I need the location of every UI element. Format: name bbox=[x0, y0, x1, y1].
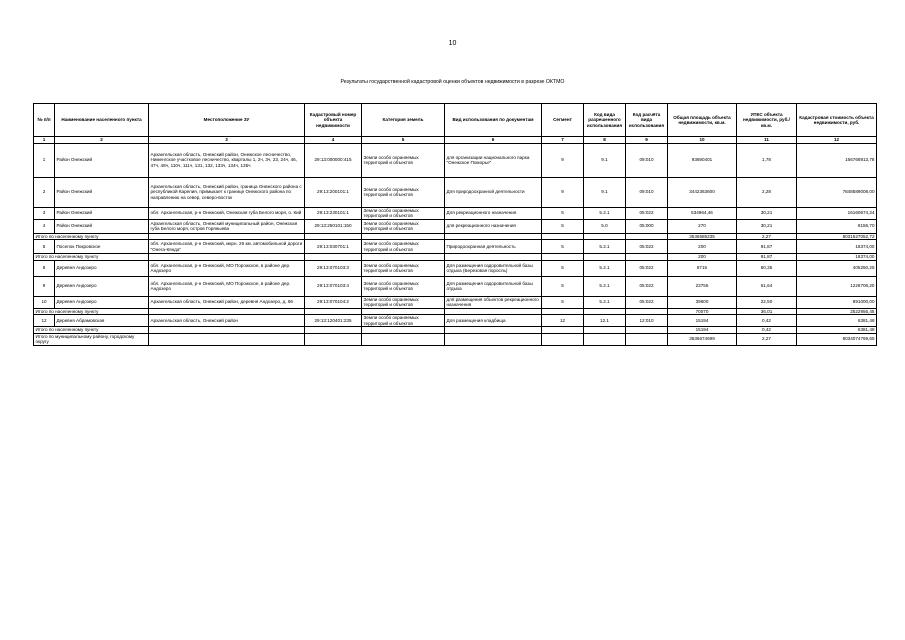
permitted-use-code: 5.2.1 bbox=[584, 260, 626, 276]
usage-type: Для размещения кладбища bbox=[445, 315, 542, 327]
calc-use-code: 09:010 bbox=[626, 143, 668, 177]
total-upks: 91,87 bbox=[737, 254, 797, 261]
usage-type: Для размещения оздоровительной базы отдыха (Березовая поросль) bbox=[445, 260, 542, 276]
land-category: Земли особо охраняемых территорий и объектов bbox=[362, 296, 445, 308]
cadastral-value: 7848589008,00 bbox=[797, 177, 877, 207]
land-category: Земли особо охраняемых территорий и объектов bbox=[362, 207, 445, 219]
column-header: Код вида разрешенного использования bbox=[584, 104, 626, 137]
land-category: Земли особо охраняемых территорий и объектов bbox=[362, 177, 445, 207]
table-row bbox=[34, 143, 877, 177]
column-header: УПКС объекта недвижимости, руб./кв.м. bbox=[737, 104, 797, 137]
segment: 5 bbox=[542, 296, 584, 308]
table-row bbox=[34, 296, 877, 308]
column-number: 7 bbox=[542, 137, 584, 144]
row-number: 8 bbox=[34, 260, 55, 276]
total-label: Итого по населенному пункту bbox=[34, 233, 149, 240]
column-header: Код расчёта вида использования bbox=[626, 104, 668, 137]
total-upks: 2,27 bbox=[737, 333, 797, 345]
segment: 5 bbox=[542, 219, 584, 233]
land-location: Архангельская область, Онежский муниципальный район, Онежская губа Белого моря, остров Горяныева bbox=[149, 219, 305, 233]
row-number: 12 bbox=[34, 315, 55, 327]
total-upks: 36,01 bbox=[737, 308, 797, 315]
row-number: 9 bbox=[34, 276, 55, 296]
land-location: Архангельская область, Онежский район bbox=[149, 315, 305, 327]
page-number: 10 bbox=[448, 40, 457, 47]
column-number: 11 bbox=[737, 137, 797, 144]
usage-type: Для размещения оздоровительной базы отдыха bbox=[445, 276, 542, 296]
usage-type: Для рекреационного назначения bbox=[445, 207, 542, 219]
column-header: Кадастровая стоимость объекта недвижимости, руб. bbox=[797, 104, 877, 137]
calc-use-code: 05:000 bbox=[626, 219, 668, 233]
permitted-use-code: 9.1 bbox=[584, 143, 626, 177]
table-row bbox=[34, 315, 877, 327]
calc-use-code: 12:010 bbox=[626, 315, 668, 327]
column-number: 9 bbox=[626, 137, 668, 144]
usage-type: для размещения объектов рекреационного назначения bbox=[445, 296, 542, 308]
land-category: Земли особо охраняемых территорий и объектов bbox=[362, 143, 445, 177]
total-value: 8034074769,65 bbox=[797, 333, 877, 345]
table-row bbox=[34, 177, 877, 207]
column-number: 4 bbox=[305, 137, 362, 144]
settlement-name: Деревня Абрамовская bbox=[55, 315, 149, 327]
settlement-name: Район Онежский bbox=[55, 207, 149, 219]
cadastral-number: 29:13:230101:1 bbox=[305, 207, 362, 219]
cadastral-value: 6381,48 bbox=[797, 315, 877, 327]
column-number: 5 bbox=[362, 137, 445, 144]
land-category: Земли особо охраняемых территорий и объектов bbox=[362, 260, 445, 276]
settlement-name: Деревня Андозеро bbox=[55, 276, 149, 296]
land-location: обл. Архангельская, р-н Онежский, мкрн. 26 км. автомобильной дороги "Онега-Кянда" bbox=[149, 240, 305, 254]
land-category: Земли особо охраняемых территорий и объектов bbox=[362, 240, 445, 254]
total-area: 534964,46 bbox=[668, 207, 737, 219]
calc-use-code: 09:010 bbox=[626, 177, 668, 207]
column-header: Сегмент bbox=[542, 104, 584, 137]
cadastral-value: 8156,70 bbox=[797, 219, 877, 233]
column-header: Категория земель bbox=[362, 104, 445, 137]
column-header: Вид использования по документам bbox=[445, 104, 542, 137]
segment: 5 bbox=[542, 207, 584, 219]
usage-type: Для природоохранной деятельности bbox=[445, 177, 542, 207]
usage-type: Природоохранная деятельность bbox=[445, 240, 542, 254]
upks-value: 22,50 bbox=[737, 296, 797, 308]
calc-use-code: 05:022 bbox=[626, 260, 668, 276]
total-label: Итого по населенному пункту bbox=[34, 327, 149, 334]
settlement-name: Деревня Андозеро bbox=[55, 296, 149, 308]
table-row bbox=[34, 260, 877, 276]
permitted-use-code: 9.1 bbox=[584, 177, 626, 207]
permitted-use-code: 12.1 bbox=[584, 315, 626, 327]
upks-value: 30,21 bbox=[737, 207, 797, 219]
table-body bbox=[34, 143, 877, 345]
empty-cell bbox=[149, 333, 305, 345]
total-value: 8031527052,72 bbox=[797, 233, 877, 240]
column-number: 8 bbox=[584, 137, 626, 144]
segment: 5 bbox=[542, 240, 584, 254]
empty-cell bbox=[362, 333, 445, 345]
total-area: 3536589235 bbox=[668, 233, 737, 240]
upks-value: 2,28 bbox=[737, 177, 797, 207]
total-area: 15194 bbox=[668, 315, 737, 327]
column-number: 10 bbox=[668, 137, 737, 144]
permitted-use-code: 5.2.1 bbox=[584, 207, 626, 219]
land-location: Архангельская область, Онежский район, Онежское лесничество, Нименгское участковое лесничество, кварталы 1, 2ч, 3ч, 23, 24ч, 46, 47ч, 48ч, 110ч, 111ч, 131, 132, 133ч, 134ч, 135ч bbox=[149, 143, 305, 177]
document-title: Результаты государственной кадастровой оценки объектов недвижимости в разрезе ОКТМО bbox=[340, 79, 565, 85]
empty-cell bbox=[584, 333, 626, 345]
calc-use-code: 05:022 bbox=[626, 240, 668, 254]
total-row bbox=[34, 333, 877, 345]
calc-use-code: 05:022 bbox=[626, 296, 668, 308]
row-number: 4 bbox=[34, 219, 55, 233]
cadastral-number: 29:13:000000:415 bbox=[305, 143, 362, 177]
total-upks: 0,42 bbox=[737, 327, 797, 334]
column-number: 6 bbox=[445, 137, 542, 144]
land-location: обл. Архангельская, р-н Онежский, МО Порожское, в районе дер. Андозеро bbox=[149, 276, 305, 296]
total-area: 3442363600 bbox=[668, 177, 737, 207]
table-row bbox=[34, 207, 877, 219]
column-header: № п/п bbox=[34, 104, 55, 137]
total-value: 6381,48 bbox=[797, 327, 877, 334]
column-header: Кадастровый номер объекта недвижимости bbox=[305, 104, 362, 137]
settlement-name: Деревня Андозеро bbox=[55, 260, 149, 276]
total-value: 18374,00 bbox=[797, 254, 877, 261]
row-number: 3 bbox=[34, 207, 55, 219]
valuation-table bbox=[33, 103, 877, 346]
column-header: Общая площадь объекта недвижимости, кв.м. bbox=[668, 104, 737, 137]
cadastral-number: 29:13:070103:3 bbox=[305, 260, 362, 276]
segment: 12 bbox=[542, 315, 584, 327]
cadastral-number: 29:13:250101:150 bbox=[305, 219, 362, 233]
total-area: 200 bbox=[668, 254, 737, 261]
settlement-name: Район Онежский bbox=[55, 219, 149, 233]
settlement-name: Район Онежский bbox=[55, 143, 149, 177]
cadastral-value: 405250,25 bbox=[797, 260, 877, 276]
upks-value: 0,42 bbox=[737, 315, 797, 327]
header-row bbox=[34, 104, 877, 137]
total-label: Итого по населенному пункту bbox=[34, 254, 149, 261]
upks-value: 30,21 bbox=[737, 219, 797, 233]
column-number: 2 bbox=[55, 137, 149, 144]
cadastral-value: 166768913,78 bbox=[797, 143, 877, 177]
row-number: 1 bbox=[34, 143, 55, 177]
column-number: 1 bbox=[34, 137, 55, 144]
column-header: Местоположение ЗУ bbox=[149, 104, 305, 137]
column-header: Наименование населенного пункта bbox=[55, 104, 149, 137]
total-label: Итого по муниципальному району, городскому округу bbox=[34, 333, 149, 345]
row-number: 5 bbox=[34, 240, 55, 254]
cadastral-value: 18374,00 bbox=[797, 240, 877, 254]
land-location: Архангельская область, Онежский район, граница Онежского района с республикой Карелия, примыкает к границе Онежского района по направлению на север, северо-восток bbox=[149, 177, 305, 207]
calc-use-code: 05:022 bbox=[626, 276, 668, 296]
total-area: 270 bbox=[668, 219, 737, 233]
total-value: 2522956,45 bbox=[797, 308, 877, 315]
total-upks: 2,27 bbox=[737, 233, 797, 240]
total-area: 23755 bbox=[668, 276, 737, 296]
cadastral-number: 29:13:120401:235 bbox=[305, 315, 362, 327]
column-number: 3 bbox=[149, 137, 305, 144]
empty-cell bbox=[305, 333, 362, 345]
total-area: 15194 bbox=[668, 327, 737, 334]
settlement-name: Район Онежский bbox=[55, 177, 149, 207]
segment: 5 bbox=[542, 276, 584, 296]
total-label: Итого по населенному пункту bbox=[34, 308, 149, 315]
column-number: 12 bbox=[797, 137, 877, 144]
cadastral-value: 1226706,20 bbox=[797, 276, 877, 296]
cadastral-number: 29:13:030701:1 bbox=[305, 240, 362, 254]
total-area: 8715 bbox=[668, 260, 737, 276]
upks-value: 91,87 bbox=[737, 240, 797, 254]
settlement-name: Поселок Покровское bbox=[55, 240, 149, 254]
usage-type: для рекреационного назначения bbox=[445, 219, 542, 233]
permitted-use-code: 5.0 bbox=[584, 219, 626, 233]
empty-cell bbox=[445, 333, 542, 345]
empty-cell bbox=[626, 333, 668, 345]
land-category: Земли особо охраняемых территорий и объектов bbox=[362, 276, 445, 296]
empty-cell bbox=[542, 333, 584, 345]
total-area: 3536674699 bbox=[668, 333, 737, 345]
cadastral-value: 891000,00 bbox=[797, 296, 877, 308]
cadastral-number: 29:13:200101:1 bbox=[305, 177, 362, 207]
permitted-use-code: 5.2.1 bbox=[584, 276, 626, 296]
table-row bbox=[34, 276, 877, 296]
land-location: Архангельская область, Онежский район, деревня Андозеро, д. 66 bbox=[149, 296, 305, 308]
total-area: 200 bbox=[668, 240, 737, 254]
total-area: 39600 bbox=[668, 296, 737, 308]
segment: 9 bbox=[542, 143, 584, 177]
land-category: Земли особо охраняемых территорий и объектов bbox=[362, 315, 445, 327]
total-area: 70070 bbox=[668, 308, 737, 315]
row-number: 2 bbox=[34, 177, 55, 207]
cadastral-number: 29:13:070104:2 bbox=[305, 296, 362, 308]
calc-use-code: 05:022 bbox=[626, 207, 668, 219]
land-location: обл. Архангельская, р-н Онежский, Онежская губа Белого моря, о. Кий bbox=[149, 207, 305, 219]
upks-value: 60,35 bbox=[737, 260, 797, 276]
land-category: Земли особо охраняемых территорий и объектов bbox=[362, 219, 445, 233]
cadastral-number: 29:13:070103:4 bbox=[305, 276, 362, 296]
permitted-use-code: 5.2.1 bbox=[584, 296, 626, 308]
table-row bbox=[34, 240, 877, 254]
segment: 5 bbox=[542, 260, 584, 276]
row-number: 10 bbox=[34, 296, 55, 308]
table-row bbox=[34, 219, 877, 233]
usage-type: для организации национального парка "Онежское Поморье" bbox=[445, 143, 542, 177]
land-location: обл. Архангельская, р-н Онежский, МО Порожское, в районе дер. Андозеро bbox=[149, 260, 305, 276]
upks-value: 51,64 bbox=[737, 276, 797, 296]
cadastral-value: 16160674,24 bbox=[797, 207, 877, 219]
permitted-use-code: 5.2.1 bbox=[584, 240, 626, 254]
upks-value: 1,78 bbox=[737, 143, 797, 177]
total-area: 93690401 bbox=[668, 143, 737, 177]
segment: 9 bbox=[542, 177, 584, 207]
